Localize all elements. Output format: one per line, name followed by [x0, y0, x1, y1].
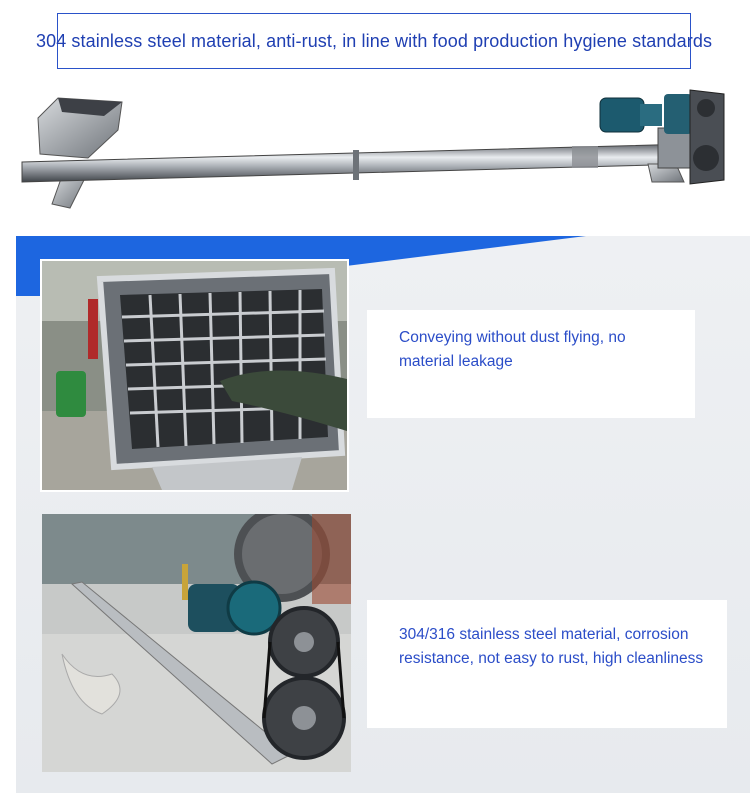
feature-text-dust: Conveying without dust flying, no material leakage: [399, 329, 626, 370]
screw-conveyor-product-image: [0, 80, 750, 220]
headline-text: 304 stainless steel material, anti-rust, in line with food production hygiene standards: [35, 30, 713, 51]
feature-card-corrosion: [367, 600, 727, 728]
hopper-grate-photo: [40, 259, 349, 492]
feature-text-corrosion: 304/316 stainless steel material, corrosion resistance, not easy to rust, high cleanliness: [399, 626, 704, 667]
feature-card-dust: [367, 310, 695, 418]
conveyor-motor-pulley-photo: [42, 514, 351, 772]
headline-banner: [35, 13, 713, 69]
